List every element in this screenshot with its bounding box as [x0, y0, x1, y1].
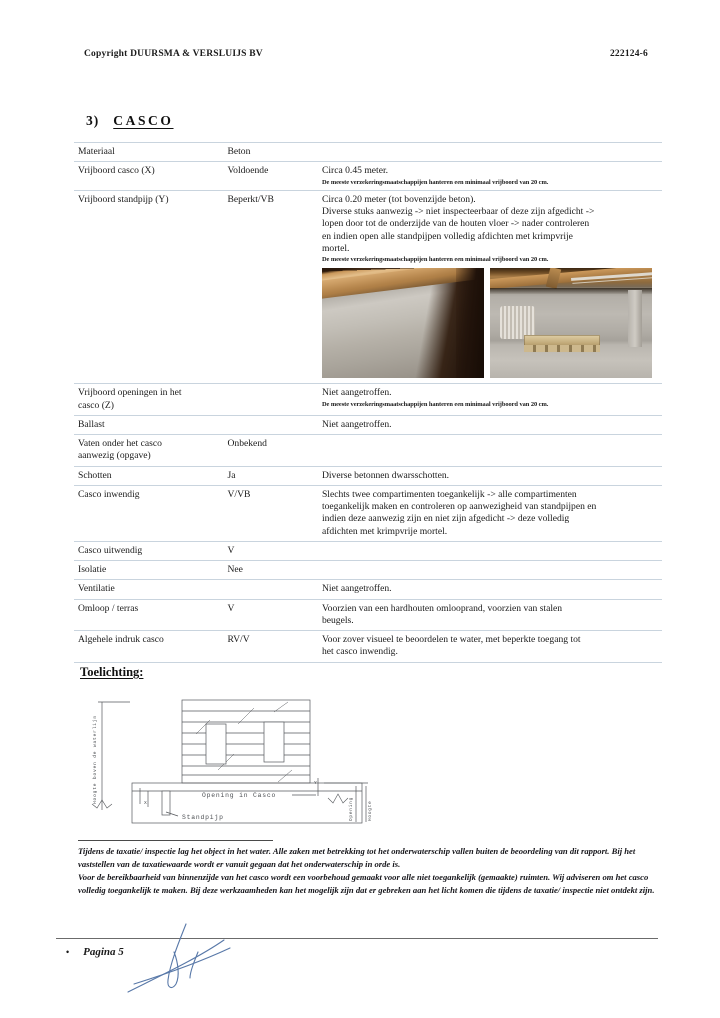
- desc-line: beugels.: [321, 614, 354, 626]
- table-row: [74, 415, 662, 434]
- desc-line: Circa 0.20 meter (tot bovenzijde beton).: [321, 193, 476, 205]
- row-value: Voldoende: [227, 165, 269, 177]
- insurance-note: De meeste verzekeringsmaatschappijen hanteren een minimaal vrijboord van 20 cm.: [321, 178, 549, 186]
- row-value: Ja: [227, 469, 236, 481]
- label-hoogte-right: Hoogte: [368, 800, 373, 821]
- row-value: V: [227, 544, 235, 556]
- row-value: Beton: [227, 146, 251, 157]
- row-label: Ballast: [78, 418, 105, 430]
- desc-line: toegankelijk maken en controleren op aanwezigheid van standpijpen en: [321, 501, 597, 513]
- desc-line: Slechts twee compartimenten toegankelijk -> alle compartimenten: [321, 488, 577, 500]
- table-row: [74, 541, 662, 560]
- row-label: Materiaal: [78, 146, 115, 157]
- opening-right: [264, 722, 284, 762]
- table-row: [74, 384, 662, 416]
- row-value: [223, 415, 317, 434]
- table-row: [74, 561, 662, 580]
- desc-line: Niet aangetroffen.: [321, 387, 392, 399]
- row-label: Isolatie: [78, 564, 107, 576]
- label-waterline-height: Hoogte boven de waterlijn: [93, 715, 98, 804]
- table-body: [74, 143, 662, 663]
- photo-column-shape: [628, 290, 643, 347]
- label-opening-in-casco: Opening in Casco: [202, 792, 277, 799]
- table-row: [74, 162, 662, 190]
- photo-pallet-legs-shape: [524, 345, 600, 352]
- section-heading: [86, 113, 174, 129]
- table-row: [74, 631, 662, 663]
- section-number: 3): [86, 113, 100, 128]
- row-label: Ventilatie: [78, 583, 115, 595]
- disclaimer-paragraph: Tijdens de taxatie/ inspectie lag het object in het water. Alle zaken met betrekking tot het onderwaterschip vallen buiten de beoordeling van dit rapport. Bij het vaststellen van de taxatiewaarde wordt er vanuit gegaan dat het onderwaterschip in orde is.: [78, 846, 636, 870]
- document-number: 222124-6: [609, 49, 648, 59]
- row-description: Diverse betonnen dwarsschotten.: [321, 469, 450, 481]
- insurance-note: De meeste verzekeringsmaatschappijen hanteren een minimaal vrijboord van 20 cm.: [321, 400, 549, 408]
- label-standpipe: Standpijp: [182, 814, 224, 821]
- photo-duct-shape: [500, 306, 536, 339]
- desc-line: en indien open alle standpijpen volledig afdichten met krimpvrije: [321, 230, 573, 242]
- desc-line: afdichten met krimpvrije mortel.: [321, 525, 448, 537]
- row-description: [318, 599, 662, 631]
- row-label-line: Vaten onder het casco: [78, 438, 162, 450]
- desc-line: Voor zover visueel te beoordelen te water, met beperkte toegang tot: [321, 634, 581, 646]
- row-description: [318, 190, 662, 384]
- row-label-line: Vrijboord openingen in het: [78, 387, 182, 399]
- row-label: Vrijboord casco (X): [78, 165, 155, 177]
- row-value: Beperkt/VB: [227, 193, 274, 205]
- row-label: [74, 435, 223, 467]
- technical-drawing: [78, 692, 378, 832]
- page-footer: [66, 946, 124, 958]
- table-row: [74, 190, 662, 384]
- disclaimer-paragraph: Voor de bereikbaarheid van binnenzijde van het casco wordt een voorbehoud gemaakt voor alle niet toegankelijk (gemaakte) ruimten. Wij adviseren om het casco volledig toegankelijk te maken. Bij deze werkzaamheden kan het mogelijk zijn dat er gebreken aan het licht komen die tijdens de taxatie/ inspectie niet ontdekt zijn.: [78, 872, 655, 896]
- table-row: [74, 143, 662, 162]
- row-label: Omloop / terras: [78, 602, 139, 614]
- footer-divider: [56, 938, 658, 939]
- table-row: [74, 485, 662, 541]
- row-label-line: casco (Z): [78, 399, 114, 411]
- row-description: [318, 485, 662, 541]
- row-label: Algehele indruk casco: [78, 634, 164, 646]
- row-description: [318, 384, 662, 416]
- desc-line: Diverse stuks aanwezig -> niet inspecteerbaar of deze zijn afgedicht ->: [321, 205, 595, 217]
- section-title-text: CASCO: [113, 113, 174, 128]
- row-value: [223, 580, 317, 599]
- disclaimer-block: [78, 845, 656, 897]
- photo-cellar-pipes: [490, 268, 652, 378]
- label-y: Y: [314, 781, 318, 786]
- casco-inspection-table: [74, 142, 662, 663]
- desc-line: Circa 0.45 meter.: [321, 165, 389, 177]
- desc-line: het casco inwendig.: [321, 646, 398, 658]
- desc-line: indien deze aanwezig zijn en niet zijn afgedicht -> deze volledig: [321, 513, 570, 525]
- photo-crawlspace-beam: [322, 268, 484, 378]
- row-description: [318, 631, 662, 663]
- row-value: RV/V: [227, 634, 250, 646]
- handwritten-signature: [120, 918, 260, 1008]
- row-description: [318, 541, 662, 560]
- row-value: [223, 384, 317, 416]
- row-description: Niet aangetroffen.: [321, 418, 392, 430]
- row-label: Casco inwendig: [78, 488, 140, 500]
- row-description: [318, 561, 662, 580]
- document-header: [84, 49, 648, 59]
- row-value: Nee: [227, 564, 243, 576]
- opening-left: [206, 724, 226, 764]
- row-value: Onbekend: [227, 438, 267, 450]
- hull-outline: [182, 700, 310, 783]
- row-description: Niet aangetroffen.: [321, 583, 392, 595]
- disclaimer-divider: [78, 840, 273, 841]
- table-row: [74, 580, 662, 599]
- standpipe-shape: [162, 791, 170, 815]
- row-label: Casco uitwendig: [78, 544, 143, 556]
- desc-line: mortel.: [321, 242, 350, 254]
- row-value: V/VB: [227, 488, 251, 500]
- row-description: [318, 143, 662, 162]
- inspection-photo-row: [322, 268, 658, 378]
- table-row: [74, 466, 662, 485]
- row-label: [74, 384, 223, 416]
- table-row: [74, 599, 662, 631]
- drawing-svg: [78, 692, 378, 832]
- row-description: [318, 435, 662, 467]
- page-number-label: Pagina 5: [83, 946, 124, 958]
- desc-line: lopen door tot de onderzijde van de houten vloer -> nader controleren: [321, 218, 590, 230]
- row-label-line: aanwezig (opgave): [78, 450, 151, 462]
- row-value: V: [227, 602, 235, 614]
- bullet-icon: •: [66, 947, 70, 957]
- insurance-note: De meeste verzekeringsmaatschappijen hanteren een minimaal vrijboord van 20 cm.: [321, 256, 549, 264]
- label-opening-right: Opening: [349, 796, 354, 821]
- row-label: Vrijboord standpijp (Y): [78, 193, 169, 205]
- row-label: Schotten: [78, 469, 112, 481]
- label-x: X: [144, 801, 148, 806]
- desc-line: Voorzien van een hardhouten omlooprand, voorzien van stalen: [321, 602, 563, 614]
- row-description: [318, 162, 662, 190]
- table-row: [74, 435, 662, 467]
- copyright-text: Copyright DUURSMA & VERSLUIJS BV: [84, 49, 263, 59]
- toelichting-heading: Toelichting:: [80, 665, 144, 679]
